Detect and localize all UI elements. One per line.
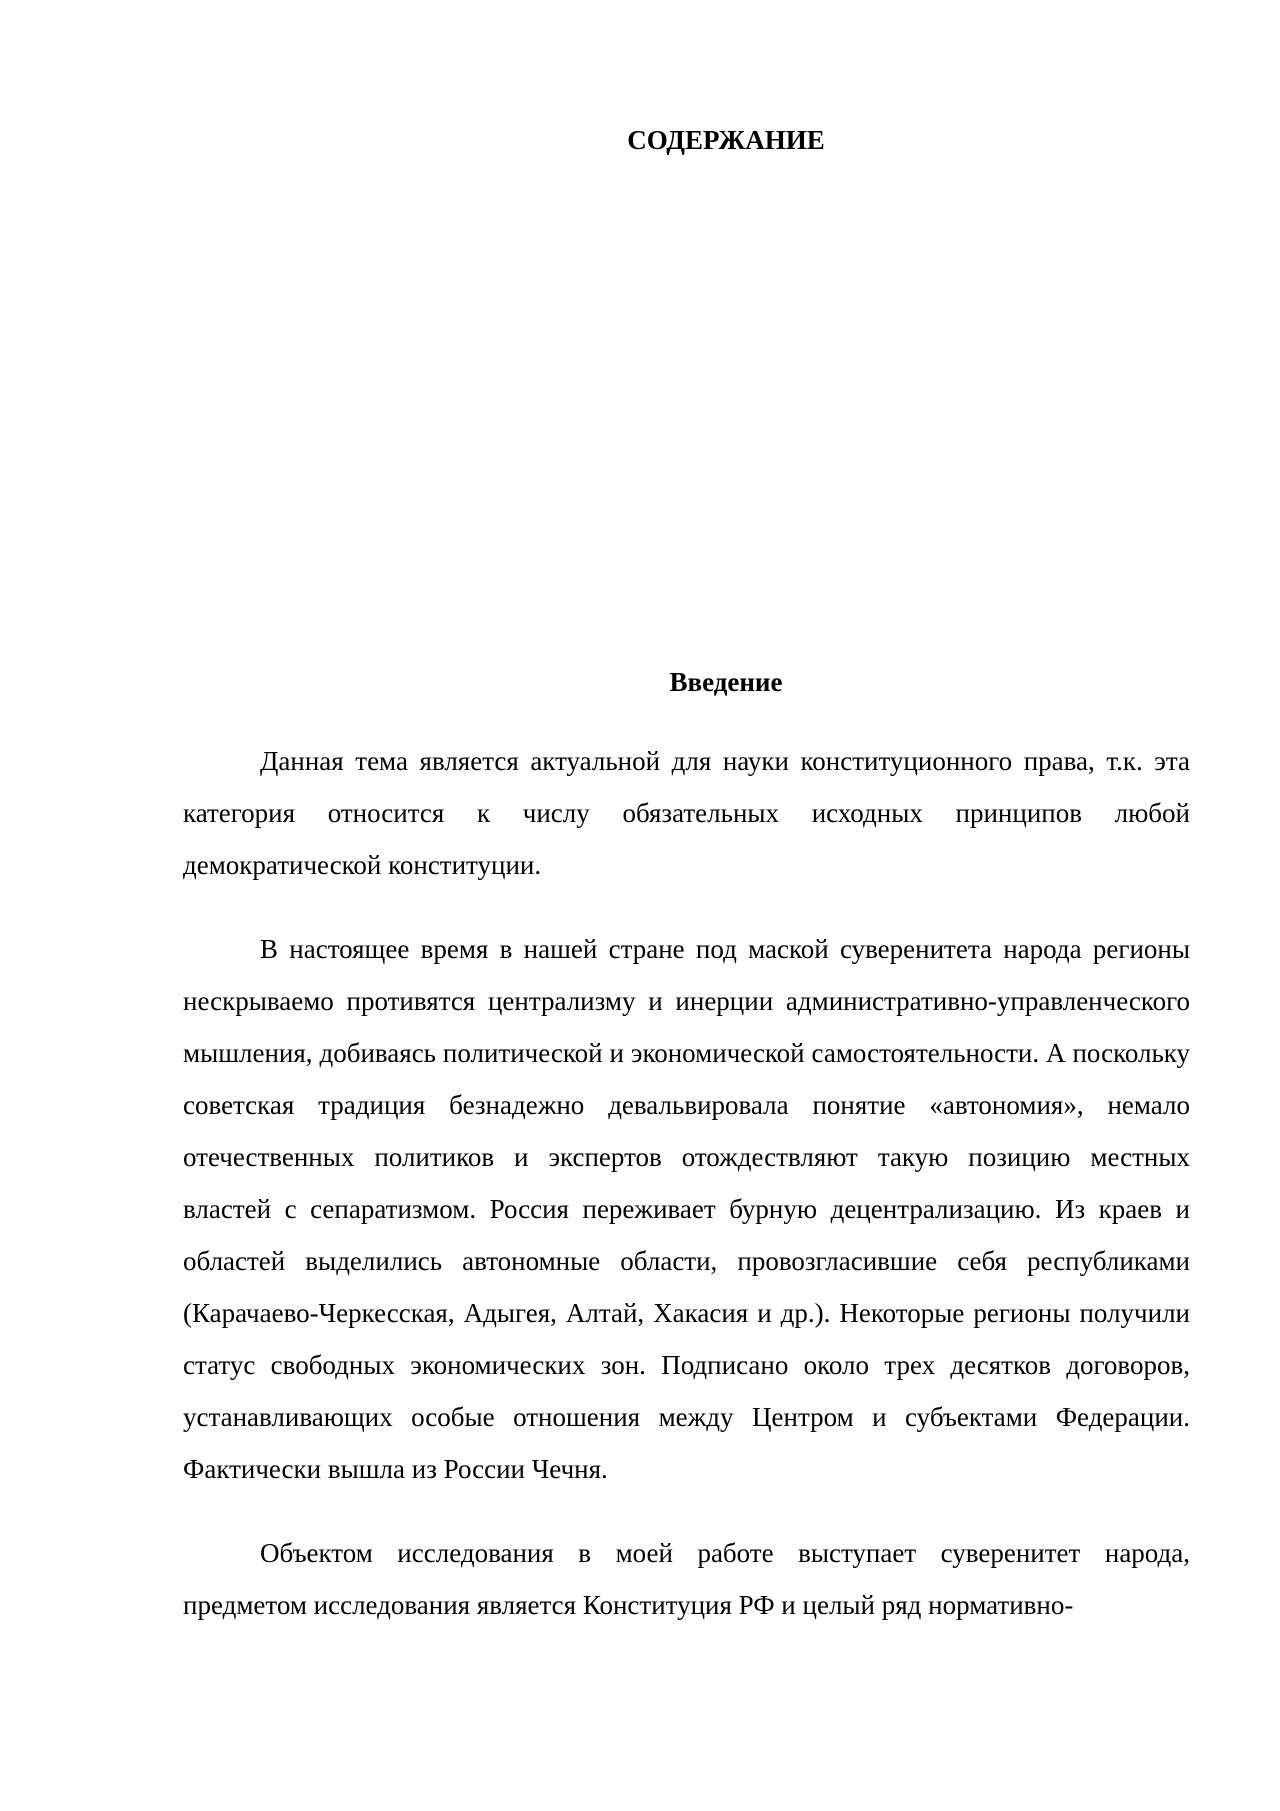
introduction-title: Введение — [669, 667, 783, 697]
table-of-contents-area — [183, 170, 1190, 650]
introduction-body — [183, 735, 1190, 1663]
table-of-contents-title: СОДЕРЖАНИЕ — [627, 125, 825, 155]
paragraph-relevance: Данная тема является актуальной для науки конституционного права, т.к. эта категория относится к числу обязательных исходных принципов любой демократической конституции. — [183, 746, 1190, 880]
paragraph-object-subject: Объектом исследования в моей работе выступает суверенитет народа, предметом исследования является Конституция РФ и целый ряд нормативно- — [183, 1538, 1190, 1620]
paragraph-context: В настоящее время в нашей стране под маской суверенитета народа регионы нескрываемо противятся централизму и инерции административно-управленческого мышления, добиваясь политической и экономической самостоятельности. А поскольку советская традиция безнадежно девальвировала понятие «автономия», немало отечественных политиков и экспертов отождествляют такую позицию местных властей с сепаратизмом. Россия переживает бурную децентрализацию. Из краев и областей выделились автономные области, провозгласившие себя республиками (Карачаево-Черкесская, Адыгея, Алтай, Хакасия и др.). Некоторые регионы получили статус свободных экономических зон. Подписано около трех десятков договоров, устанавливающих особые отношения между Центром и субъектами Федерации. Фактически вышла из России Чечня. — [183, 934, 1190, 1484]
